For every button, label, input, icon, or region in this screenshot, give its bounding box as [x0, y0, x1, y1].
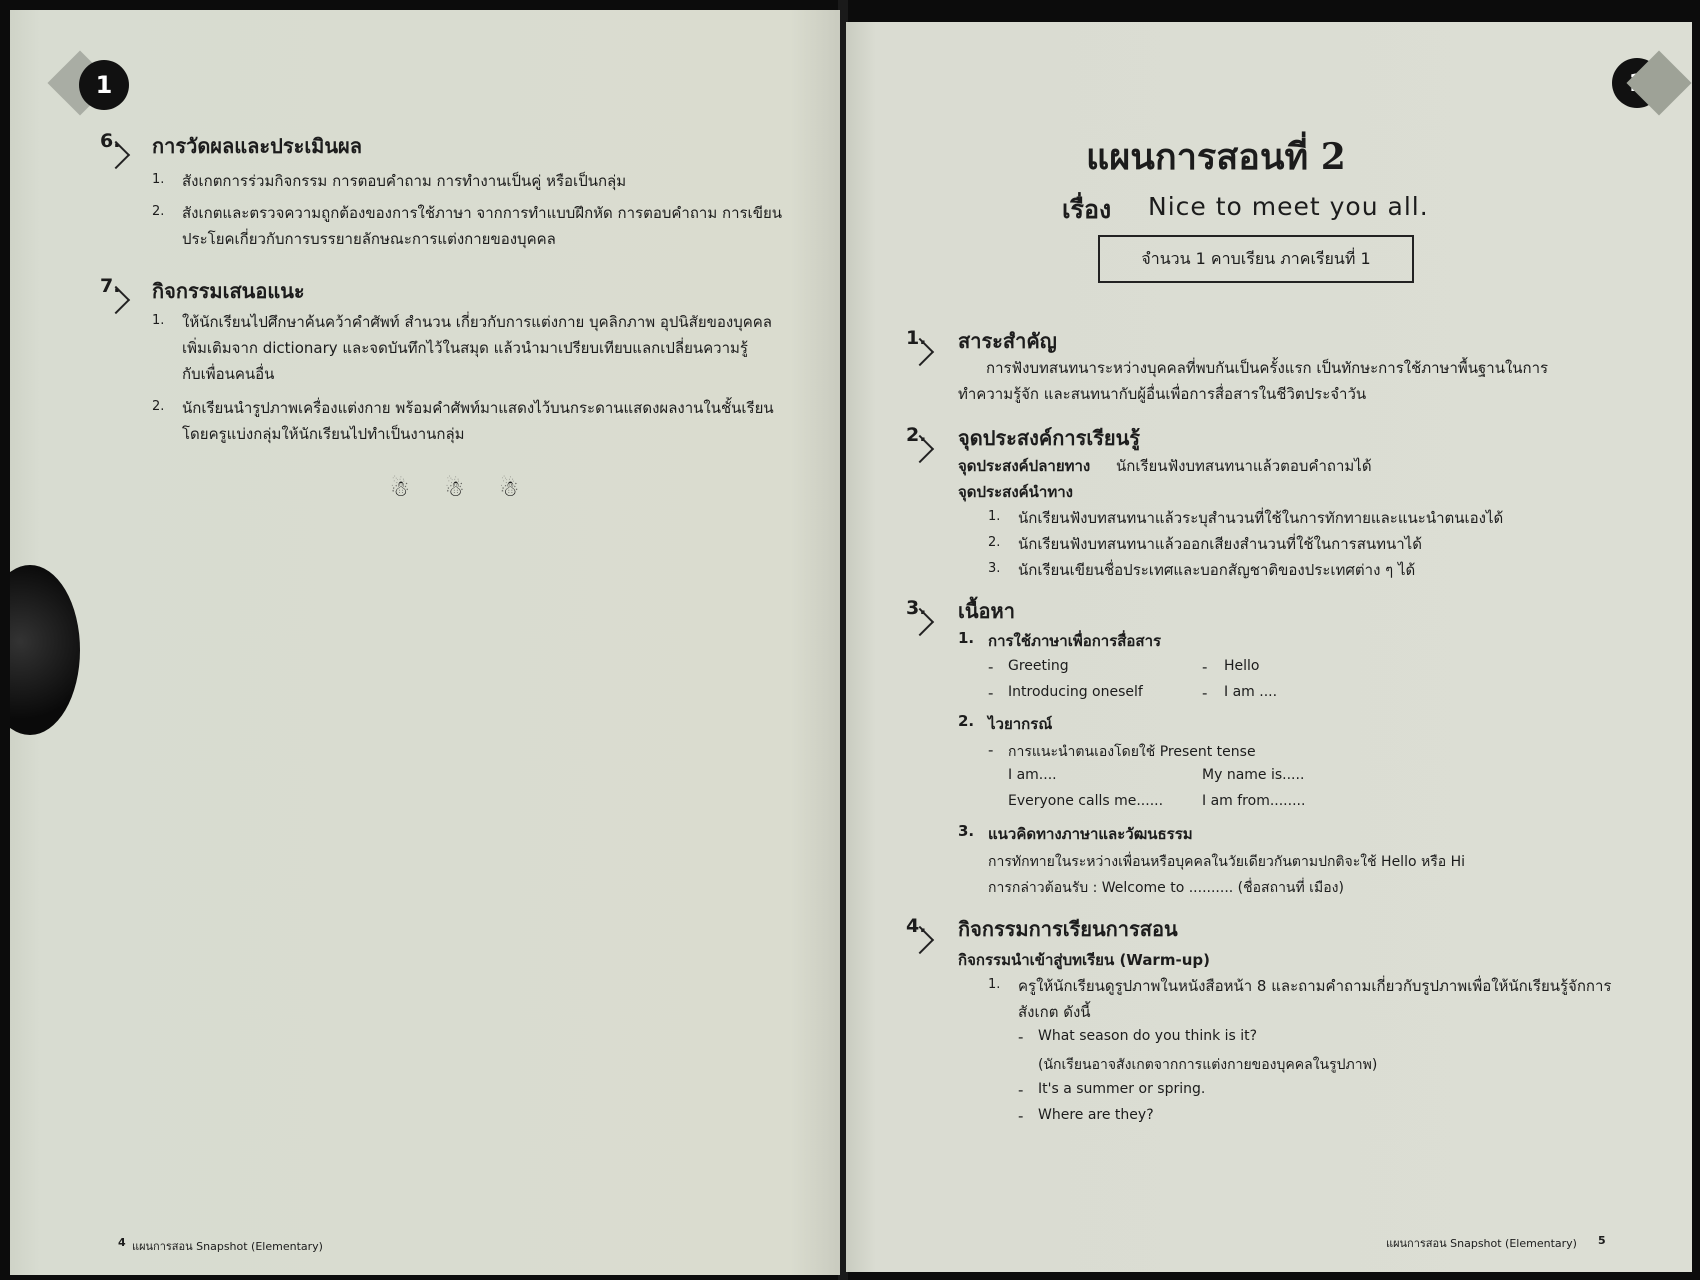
item-text: นักเรียนฟังบทสนทนาแล้วออกเสียงสำนวนที่ใช้ในการสนทนาได้	[1018, 535, 1422, 553]
grammar-example: I am from........	[1202, 793, 1306, 809]
item-number: 1.	[152, 172, 165, 187]
item-text: ครูให้นักเรียนดูรูปภาพในหนังสือหน้า 8 และถามคำถามเกี่ยวกับรูปภาพเพื่อให้นักเรียนรู้จักการ	[1018, 977, 1612, 995]
subtitle-text: Nice to meet you all.	[1148, 192, 1429, 221]
item-text: นักเรียนเขียนชื่อประเทศและบอกสัญชาติของประเทศต่าง ๆ ได้	[1018, 561, 1416, 579]
item-number: 2.	[988, 535, 1001, 550]
warmup-heading: กิจกรรมนำเข้าสู่บทเรียน (Warm-up)	[958, 951, 1210, 969]
binder-clip	[10, 565, 80, 735]
dash: -	[988, 658, 994, 676]
bullet-text: What season do you think is it?	[1038, 1028, 1258, 1044]
dash: -	[1202, 658, 1208, 676]
item-text: เพิ่มเติมจาก dictionary และจดบันทึกไว้ในสมุด แล้วนำมาเปรียบเทียบแลกเปลี่ยนความรู้	[182, 339, 748, 357]
section-number: 3.	[906, 597, 927, 619]
item-text: นักเรียนนำรูปภาพเครื่องแต่งกาย พร้อมคำศัพท์มาแสดงไว้บนกระดานแสดงผลงานในชั้นเรียน	[182, 399, 774, 417]
grammar-line: การแนะนำตนเองโดยใช้ Present tense	[1008, 744, 1256, 760]
section-number: 6.	[100, 130, 121, 152]
expression-label: Introducing oneself	[1008, 684, 1143, 700]
dash: -	[1018, 1028, 1024, 1046]
footer-page-number: 5	[1598, 1234, 1606, 1247]
terminal-objective-text: นักเรียนฟังบทสนทนาแล้วตอบคำถามได้	[1116, 457, 1372, 475]
expression-label: Greeting	[1008, 658, 1069, 674]
paragraph-line: การกล่าวต้อนรับ : Welcome to .......... (ชื่อสถานที่ เมือง)	[988, 880, 1344, 896]
section-number: 4.	[906, 915, 927, 937]
item-text: กับเพื่อนคนอื่น	[182, 365, 275, 383]
section-title: กิจกรรมการเรียนการสอน	[958, 917, 1178, 941]
footer-page-number: 4	[118, 1236, 126, 1249]
dash: -	[988, 684, 994, 702]
chapter-badge: 1	[79, 60, 129, 110]
item-number: 1.	[988, 977, 1001, 992]
subsection-number: 3.	[958, 822, 975, 840]
item-number: 1.	[152, 313, 165, 328]
section-title: การวัดผลและประเมินผล	[152, 134, 363, 158]
grammar-example: Everyone calls me......	[1008, 793, 1164, 809]
item-number: 2.	[152, 399, 165, 414]
item-text: สังเกตการร่วมกิจกรรม การตอบคำถาม การทำงานเป็นคู่ หรือเป็นกลุ่ม	[182, 172, 627, 190]
bullet-text: It's a summer or spring.	[1038, 1081, 1206, 1097]
subsection-number: 2.	[958, 712, 975, 730]
subsection-title: ไวยากรณ์	[988, 715, 1053, 733]
item-number: 3.	[988, 561, 1001, 576]
section-title: กิจกรรมเสนอแนะ	[152, 279, 305, 303]
item-text: ประโยคเกี่ยวกับการบรรยายลักษณะการแต่งกายของบุคคล	[182, 230, 556, 248]
paragraph-line: การฟังบทสนทนาระหว่างบุคคลที่พบกันเป็นครั้งแรก เป็นทักษะการใช้ภาษาพื้นฐานในการ	[986, 359, 1549, 377]
subsection-title: แนวคิดทางภาษาและวัฒนธรรม	[988, 825, 1193, 843]
item-text: โดยครูแบ่งกลุ่มให้นักเรียนไปทำเป็นงานกลุ่ม	[182, 425, 465, 443]
terminal-objective-label: จุดประสงค์ปลายทาง	[958, 457, 1091, 475]
dash: -	[988, 741, 994, 759]
section-title: จุดประสงค์การเรียนรู้	[958, 426, 1141, 450]
dash: -	[1018, 1107, 1024, 1125]
bullet-text: Where are they?	[1038, 1107, 1154, 1123]
item-number: 1.	[988, 509, 1001, 524]
page-title: แผนการสอนที่ 2	[1086, 136, 1346, 178]
right-page	[846, 22, 1692, 1272]
grammar-example: My name is.....	[1202, 767, 1305, 783]
left-page	[10, 10, 840, 1275]
section-number: 7.	[100, 275, 121, 297]
subtitle-label: เรื่อง	[1062, 195, 1112, 224]
ornament-icons: ☃ ☃ ☃	[390, 477, 534, 502]
paragraph-line: การทักทายในระหว่างเพื่อนหรือบุคคลในวัยเดียวกันตามปกติจะใช้ Hello หรือ Hi	[988, 854, 1465, 870]
period-text: จำนวน 1 คาบเรียน ภาคเรียนที่ 1	[1141, 248, 1371, 268]
subsection-title: การใช้ภาษาเพื่อการสื่อสาร	[988, 632, 1162, 650]
footer-title: แผนการสอน Snapshot (Elementary)	[132, 1240, 323, 1253]
dash: -	[1018, 1081, 1024, 1099]
section-number: 2.	[906, 424, 927, 446]
subsection-number: 1.	[958, 629, 975, 647]
dash: -	[1202, 684, 1208, 702]
item-text: สังเกตและตรวจความถูกต้องของการใช้ภาษา จากการทำแบบฝึกหัด การตอบคำถาม การเขียน	[182, 204, 782, 222]
section-title: สาระสำคัญ	[958, 329, 1057, 353]
expression-example: Hello	[1224, 658, 1260, 674]
item-text: ให้นักเรียนไปศึกษาค้นคว้าคำศัพท์ สำนวน เกี่ยวกับการแต่งกาย บุคลิกภาพ อุปนิสัยของบุคคล	[182, 313, 772, 331]
bullet-text: (นักเรียนอาจสังเกตจากการแต่งกายของบุคคลในรูปภาพ)	[1038, 1057, 1378, 1073]
period-box	[1098, 235, 1414, 283]
footer-title: แผนการสอน Snapshot (Elementary)	[1386, 1237, 1577, 1250]
section-number: 1.	[906, 327, 927, 349]
paragraph-line: ทำความรู้จัก และสนทนากับผู้อื่นเพื่อการสื่อสารในชีวิตประจำวัน	[958, 385, 1367, 403]
section-title: เนื้อหา	[958, 599, 1015, 623]
grammar-example: I am....	[1008, 767, 1057, 783]
enabling-objective-label: จุดประสงค์นำทาง	[958, 483, 1073, 501]
item-text: นักเรียนฟังบทสนทนาแล้วระบุสำนวนที่ใช้ในการทักทายและแนะนำตนเองได้	[1018, 509, 1504, 527]
item-text: สังเกต ดังนี้	[1018, 1003, 1091, 1021]
expression-example: I am ....	[1224, 684, 1278, 700]
item-number: 2.	[152, 204, 165, 219]
